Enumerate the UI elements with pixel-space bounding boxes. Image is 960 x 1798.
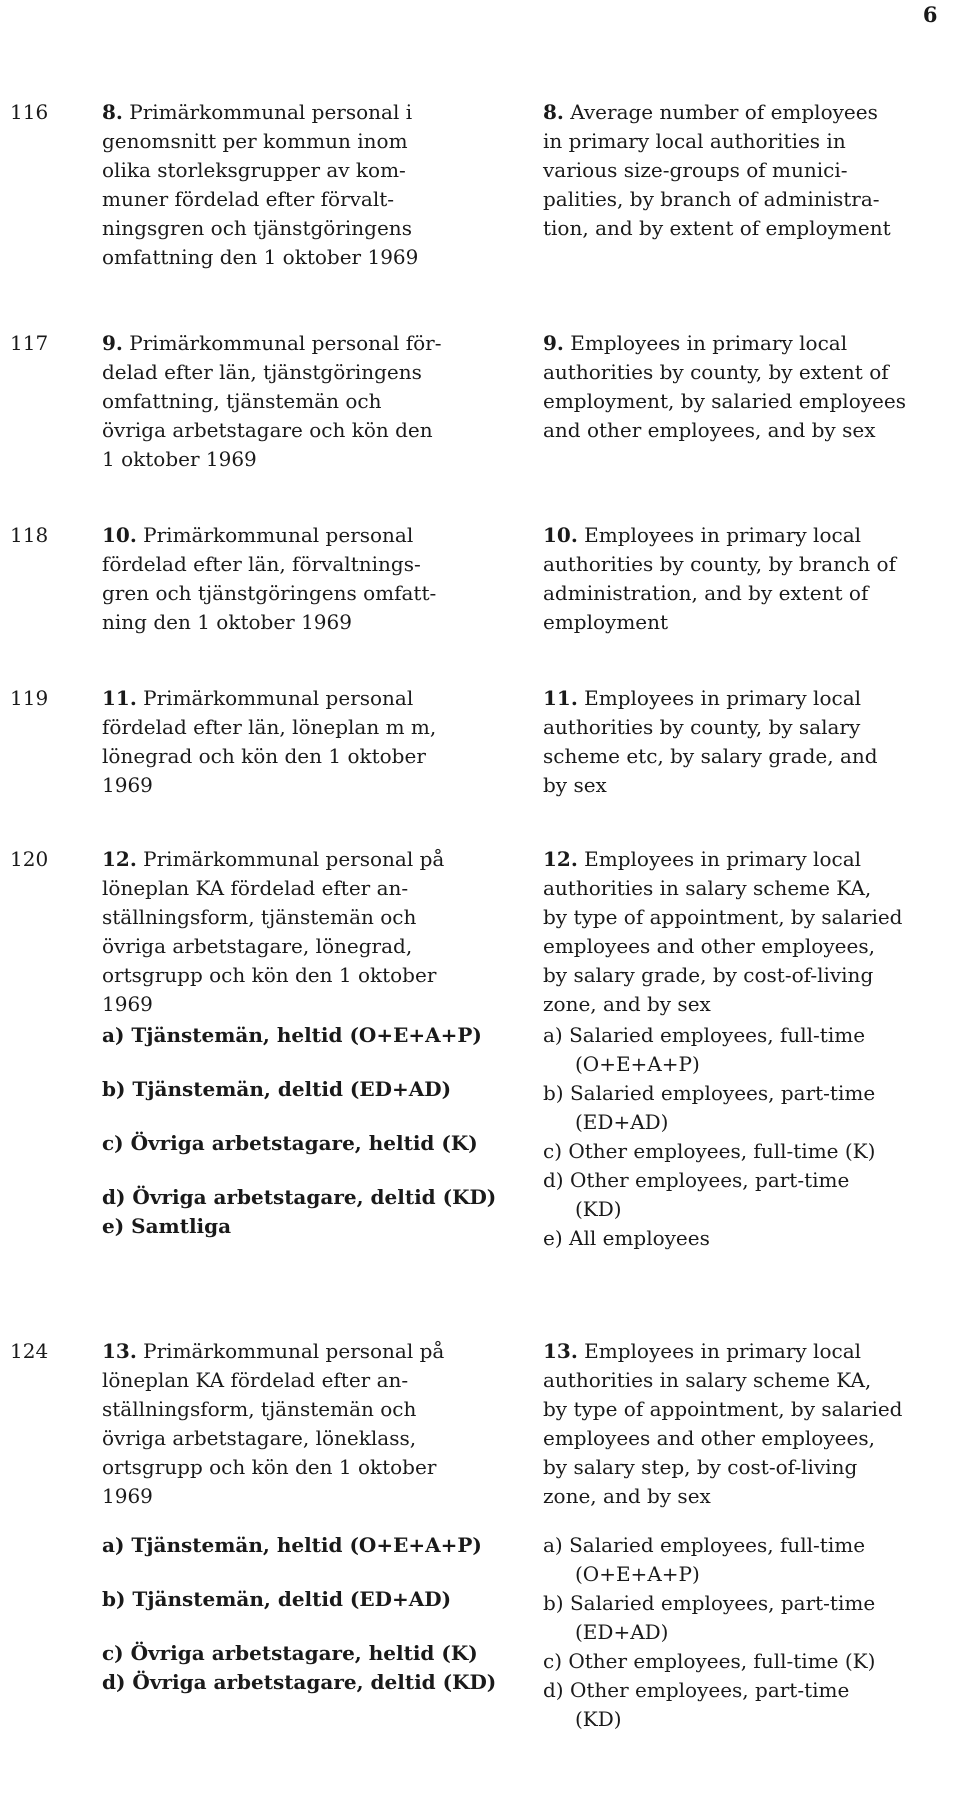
title-line: authorities by county, by salary [543, 715, 861, 739]
entry-number: 11. [543, 686, 578, 710]
title-line: administration, and by extent of [543, 581, 869, 605]
entry-title-swedish [102, 845, 512, 1241]
sub-item: b) Salaried employees, part-time [543, 1081, 876, 1105]
title-line: authorities in salary scheme KA, [543, 1368, 872, 1392]
entry-number: 9. [543, 331, 564, 355]
entry-title-english [543, 521, 948, 637]
sub-item: a) Tjänstemän, heltid (O+E+A+P) [102, 1533, 482, 1557]
title-line: ortsgrupp och kön den 1 oktober [102, 963, 437, 987]
title-line: muner fördelad efter förvalt- [102, 187, 395, 211]
title-line: ställningsform, tjänstemän och [102, 905, 417, 929]
sub-item: (KD) [575, 1197, 622, 1221]
title-line: authorities by county, by extent of [543, 360, 889, 384]
title-line: authorities by county, by branch of [543, 552, 896, 576]
title-line: ställningsform, tjänstemän och [102, 1397, 417, 1421]
sub-item: (ED+AD) [575, 1110, 669, 1134]
title-line: övriga arbetstagare, löneklass, [102, 1426, 417, 1450]
title-line: 1 oktober 1969 [102, 447, 257, 471]
title-line: övriga arbetstagare och kön den [102, 418, 433, 442]
title-line: employment, by salaried employees [543, 389, 906, 413]
title-line: 1969 [102, 773, 153, 797]
title-line: employment [543, 610, 669, 634]
sub-item: b) Salaried employees, part-time [543, 1591, 876, 1615]
entry-number: 13. [543, 1339, 578, 1363]
title-line: omfattning, tjänstemän och [102, 389, 382, 413]
entry-title-english [543, 98, 948, 243]
title-line: fördelad efter län, förvaltnings- [102, 552, 421, 576]
sub-item: b) Tjänstemän, deltid (ED+AD) [102, 1587, 452, 1611]
entry-title-swedish [102, 684, 512, 800]
sub-item: c) Övriga arbetstagare, heltid (K) [102, 1131, 478, 1155]
title-line: in primary local authorities in [543, 129, 846, 153]
entry-title-swedish [102, 329, 512, 474]
title-line: fördelad efter län, löneplan m m, [102, 715, 437, 739]
title-line: övriga arbetstagare, lönegrad, [102, 934, 413, 958]
entry-page: 120 [10, 847, 49, 871]
title-line: Employees in primary local [570, 331, 848, 355]
title-line: ningsgren och tjänstgöringens [102, 216, 412, 240]
title-line: Employees in primary local [584, 686, 862, 710]
entry-number: 8. [543, 100, 564, 124]
entry-number: 9. [102, 331, 123, 355]
title-line: olika storleksgrupper av kom- [102, 158, 406, 182]
title-line: by salary step, by cost-of-living [543, 1455, 858, 1479]
entry-page: 116 [10, 100, 49, 124]
entry-title-swedish [102, 1337, 512, 1697]
sub-item: d) Other employees, part-time [543, 1168, 850, 1192]
title-line: various size-groups of munici- [543, 158, 848, 182]
entry-title-swedish [102, 521, 512, 637]
sub-item: c) Övriga arbetstagare, heltid (K) [102, 1641, 478, 1665]
sub-item: a) Salaried employees, full-time [543, 1023, 866, 1047]
entry-number: 13. [102, 1339, 137, 1363]
title-line: palities, by branch of administra- [543, 187, 880, 211]
sub-item: (O+E+A+P) [575, 1052, 700, 1076]
entry-number: 12. [102, 847, 137, 871]
sub-item: d) Övriga arbetstagare, deltid (KD) [102, 1185, 497, 1209]
title-line: by type of appointment, by salaried [543, 905, 903, 929]
sub-item: c) Other employees, full-time (K) [543, 1649, 876, 1673]
entry-number: 11. [102, 686, 137, 710]
entry-page: 124 [10, 1339, 49, 1363]
title-line: and other employees, and by sex [543, 418, 876, 442]
title-line: Primärkommunal personal på [143, 847, 445, 871]
title-line: omfattning den 1 oktober 1969 [102, 245, 419, 269]
sub-item: c) Other employees, full-time (K) [543, 1139, 876, 1163]
title-line: Employees in primary local [584, 847, 862, 871]
entry-page: 119 [10, 686, 49, 710]
title-line: zone, and by sex [543, 1484, 711, 1508]
sub-item: (KD) [575, 1707, 622, 1731]
title-line: Primärkommunal personal [143, 686, 414, 710]
title-line: zone, and by sex [543, 992, 711, 1016]
title-line: löneplan KA fördelad efter an- [102, 876, 409, 900]
sub-item: (O+E+A+P) [575, 1562, 700, 1586]
title-line: Primärkommunal personal på [143, 1339, 445, 1363]
title-line: löneplan KA fördelad efter an- [102, 1368, 409, 1392]
entry-number: 8. [102, 100, 123, 124]
title-line: by type of appointment, by salaried [543, 1397, 903, 1421]
sub-item: a) Tjänstemän, heltid (O+E+A+P) [102, 1023, 482, 1047]
entry-number: 10. [102, 523, 137, 547]
title-line: Primärkommunal personal i [129, 100, 413, 124]
title-line: employees and other employees, [543, 934, 875, 958]
entry-number: 10. [543, 523, 578, 547]
title-line: 1969 [102, 992, 153, 1016]
title-line: by sex [543, 773, 607, 797]
title-line: tion, and by extent of employment [543, 216, 891, 240]
title-line: Employees in primary local [584, 1339, 862, 1363]
entry-title-swedish [102, 98, 512, 272]
title-line: Primärkommunal personal för- [129, 331, 442, 355]
title-line: ortsgrupp och kön den 1 oktober [102, 1455, 437, 1479]
title-line: authorities in salary scheme KA, [543, 876, 872, 900]
title-line: lönegrad och kön den 1 oktober [102, 744, 426, 768]
sub-item: a) Salaried employees, full-time [543, 1533, 866, 1557]
entry-title-english [543, 684, 948, 800]
entry-title-english [543, 845, 948, 1253]
title-line: Primärkommunal personal [143, 523, 414, 547]
title-line: 1969 [102, 1484, 153, 1508]
title-line: Average number of employees [570, 100, 878, 124]
title-line: delad efter län, tjänstgöringens [102, 360, 422, 384]
sub-item: (ED+AD) [575, 1620, 669, 1644]
entry-page: 117 [10, 331, 49, 355]
title-line: scheme etc, by salary grade, and [543, 744, 878, 768]
entry-number: 12. [543, 847, 578, 871]
title-line: ning den 1 oktober 1969 [102, 610, 352, 634]
sub-item: e) All employees [543, 1226, 710, 1250]
sub-item: b) Tjänstemän, deltid (ED+AD) [102, 1077, 452, 1101]
sub-item: e) Samtliga [102, 1214, 232, 1238]
title-line: genomsnitt per kommun inom [102, 129, 408, 153]
page-number: 6 [922, 2, 938, 27]
title-line: Employees in primary local [584, 523, 862, 547]
entry-page: 118 [10, 523, 49, 547]
title-line: employees and other employees, [543, 1426, 875, 1450]
sub-item: d) Övriga arbetstagare, deltid (KD) [102, 1670, 497, 1694]
entry-title-english [543, 329, 948, 445]
entry-title-english [543, 1337, 948, 1734]
title-line: gren och tjänstgöringens omfatt- [102, 581, 437, 605]
title-line: by salary grade, by cost-of-living [543, 963, 874, 987]
sub-item: d) Other employees, part-time [543, 1678, 850, 1702]
